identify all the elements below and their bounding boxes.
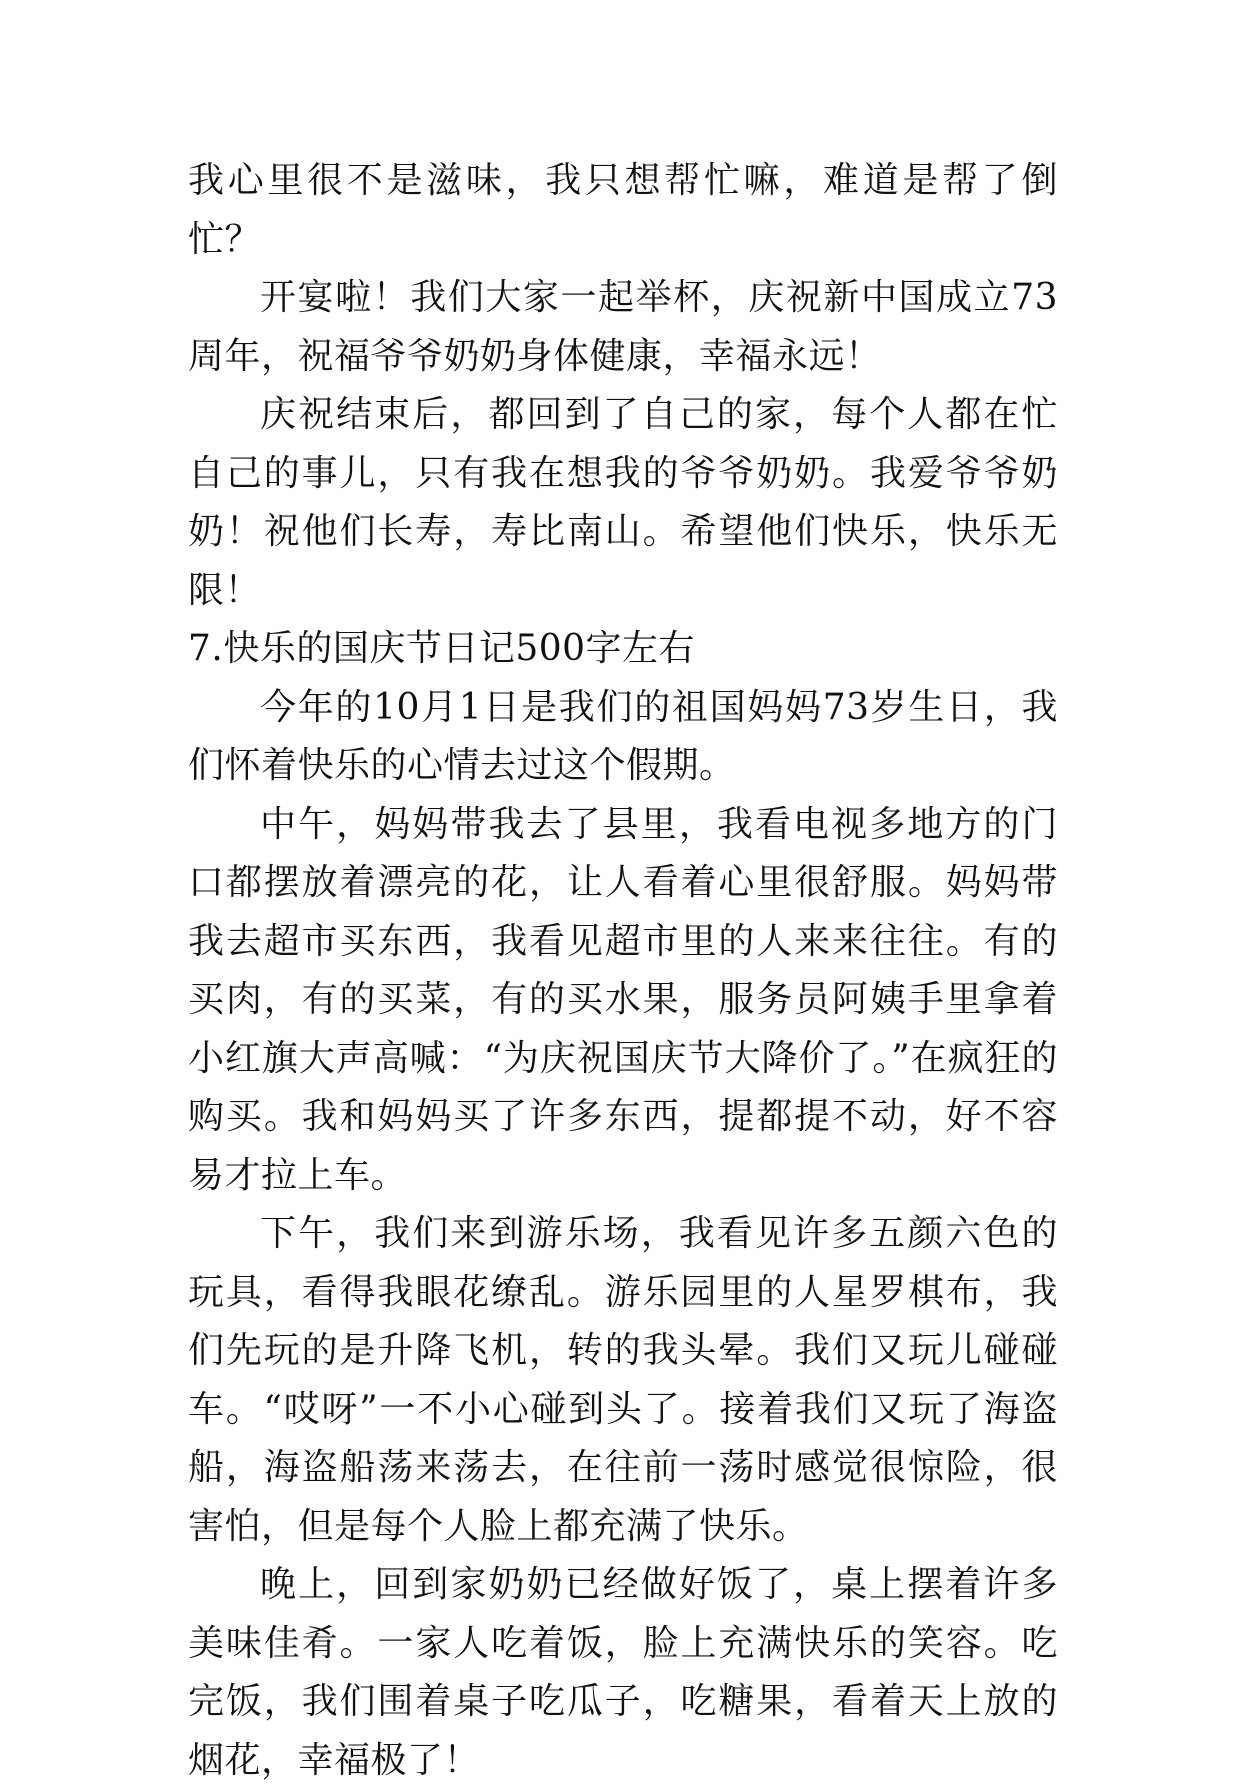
- paragraph-6: 下午，我们来到游乐场，我看见许多五颜六色的玩具，看得我眼花缭乱。游乐园里的人星罗棋布，我们先玩的是升降飞机，转的我头晕。我们又玩儿碰碰车。“哎呀”一不小心碰到头了。接着我们又玩了海盗船，海盗船荡来荡去，在往前一荡时感觉很惊险，很害怕，但是每个人脸上都充满了快乐。: [188, 1213, 1058, 1547]
- section-heading: 7.快乐的国庆节日记500字左右: [188, 628, 696, 669]
- paragraph-1: 我心里很不是滋味，我只想帮忙嘛，难道是帮了倒忙？: [188, 160, 1058, 260]
- paragraph-2: 开宴啦！我们大家一起举杯，庆祝新中国成立73周年，祝福爷爷奶奶身体健康，幸福永远！: [188, 277, 1058, 377]
- paragraph-3: 庆祝结束后，都回到了自己的家，每个人都在忙自己的事儿，只有我在想我的爷爷奶奶。我爱爷爷奶奶！祝他们长寿，寿比南山。希望他们快乐，快乐无限！: [188, 394, 1058, 611]
- paragraph-5: 中午，妈妈带我去了县里，我看电视多地方的门口都摆放着漂亮的花，让人看着心里很舒服。妈妈带我去超市买东西，我看见超市里的人来来往往。有的买肉，有的买菜，有的买水果，服务员阿姨手里拿着小红旗大声高喊：“为庆祝国庆节大降价了。”在疯狂的购买。我和妈妈买了许多东西，提都提不动，好不容易才拉上车。: [188, 803, 1058, 1196]
- paragraph-7: 晚上，回到家奶奶已经做好饭了，桌上摆着许多美味佳肴。一家人吃着饭，脸上充满快乐的笑容。吃完饭，我们围着桌子吃瓜子，吃糖果，看着天上放的烟花，幸福极了！: [188, 1564, 1058, 1781]
- paragraph-4: 今年的10月1日是我们的祖国妈妈73岁生日，我们怀着快乐的心情去过这个假期。: [188, 686, 1058, 786]
- document-body: [188, 152, 1058, 1790]
